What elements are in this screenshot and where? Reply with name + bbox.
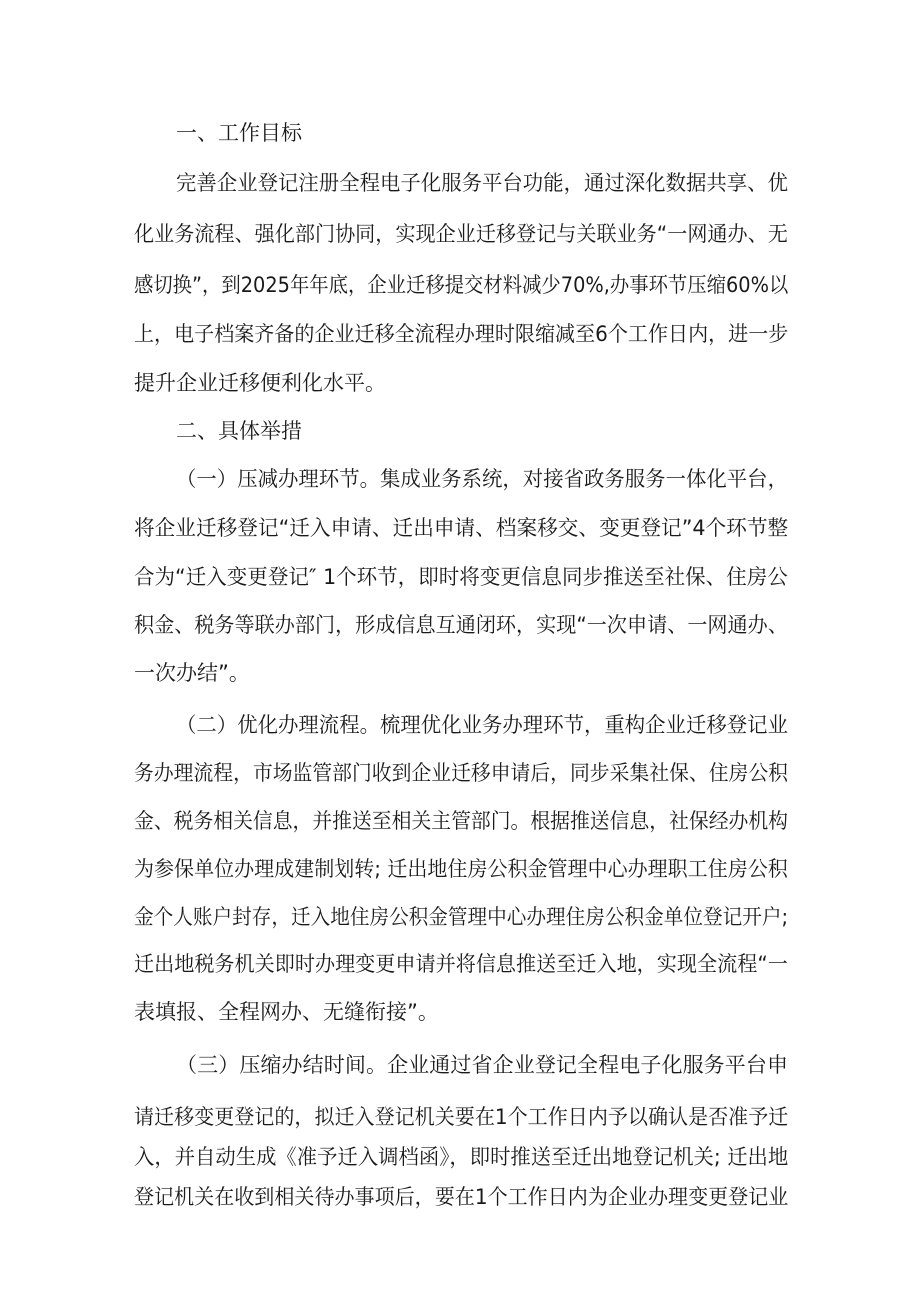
paragraph-line: 金、税务相关信息，并推送至相关主管部门。根据推送信息，社保经办机构 — [134, 809, 788, 833]
paragraph-line: 请迁移变更登记的，拟迁入登记机关要在1个工作日内予以确认是否准予迁 — [134, 1105, 789, 1129]
paragraph-line: （一）压减办理环节。集成业务系统，对接省政务服务一体化平台， — [176, 467, 788, 491]
paragraph-line: 完善企业登记注册全程电子化服务平台功能，通过深化数据共享、优 — [176, 171, 788, 195]
paragraph-line: 迁出地税务机关即时办理变更申请并将信息推送至迁入地，实现全流程“一 — [134, 952, 788, 976]
paragraph-line: 提升企业迁移便利化水平。 — [134, 371, 386, 395]
paragraph-line: 将企业迁移登记“迁入申请、迁出申请、档案移交、变更登记”4个环节整 — [134, 516, 789, 540]
paragraph-line: 表填报、全程网办、无缝衔接”。 — [134, 1000, 439, 1024]
paragraph-line: 积金、税务等联办部门，形成信息互通闭环，实现“一次申请、一网通办、 — [134, 613, 788, 637]
paragraph-line: 为参保单位办理成建制划转; 迁出地住房公积金管理中心办理职工住房公积 — [134, 857, 788, 881]
paragraph-line: 化业务流程、强化部门协同，实现企业迁移登记与关联业务“一网通办、无 — [134, 222, 788, 246]
paragraph-line: （二）优化办理流程。梳理优化业务办理环节，重构企业迁移登记业 — [176, 713, 788, 737]
paragraph-line: 入，并自动生成《准予迁入调档函》，即时推送至迁出地登记机关; 迁出地 — [134, 1145, 789, 1169]
paragraph-line: 合为“迁入变更登记″ 1个环节，即时将变更信息同步推送至社保、住房公 — [134, 565, 788, 589]
paragraph-line: 一次办结”。 — [134, 661, 250, 685]
paragraph-line: 感切换”，到2025年年底，企业迁移提交材料减少70%,办事环节压缩60%以 — [134, 273, 789, 297]
paragraph-line: 务办理流程，市场监管部门收到企业迁移申请后，同步采集社保、住房公积 — [134, 761, 788, 785]
paragraph-line: 上，电子档案齐备的企业迁移全流程办理时限缩减至6个工作日内，进一步 — [134, 322, 789, 346]
section-heading-goals: 一、工作目标 — [176, 121, 302, 145]
paragraph-line: 金个人账户封存，迁入地住房公积金管理中心办理住房公积金单位登记开户; — [134, 905, 789, 929]
paragraph-line: 登记机关在收到相关待办事项后，要在1个工作日内为企业办理变更登记业 — [134, 1185, 789, 1209]
section-heading-measures: 二、具体举措 — [176, 419, 302, 443]
paragraph-line: （三）压缩办结时间。企业通过省企业登记全程电子化服务平台申 — [176, 1053, 789, 1077]
